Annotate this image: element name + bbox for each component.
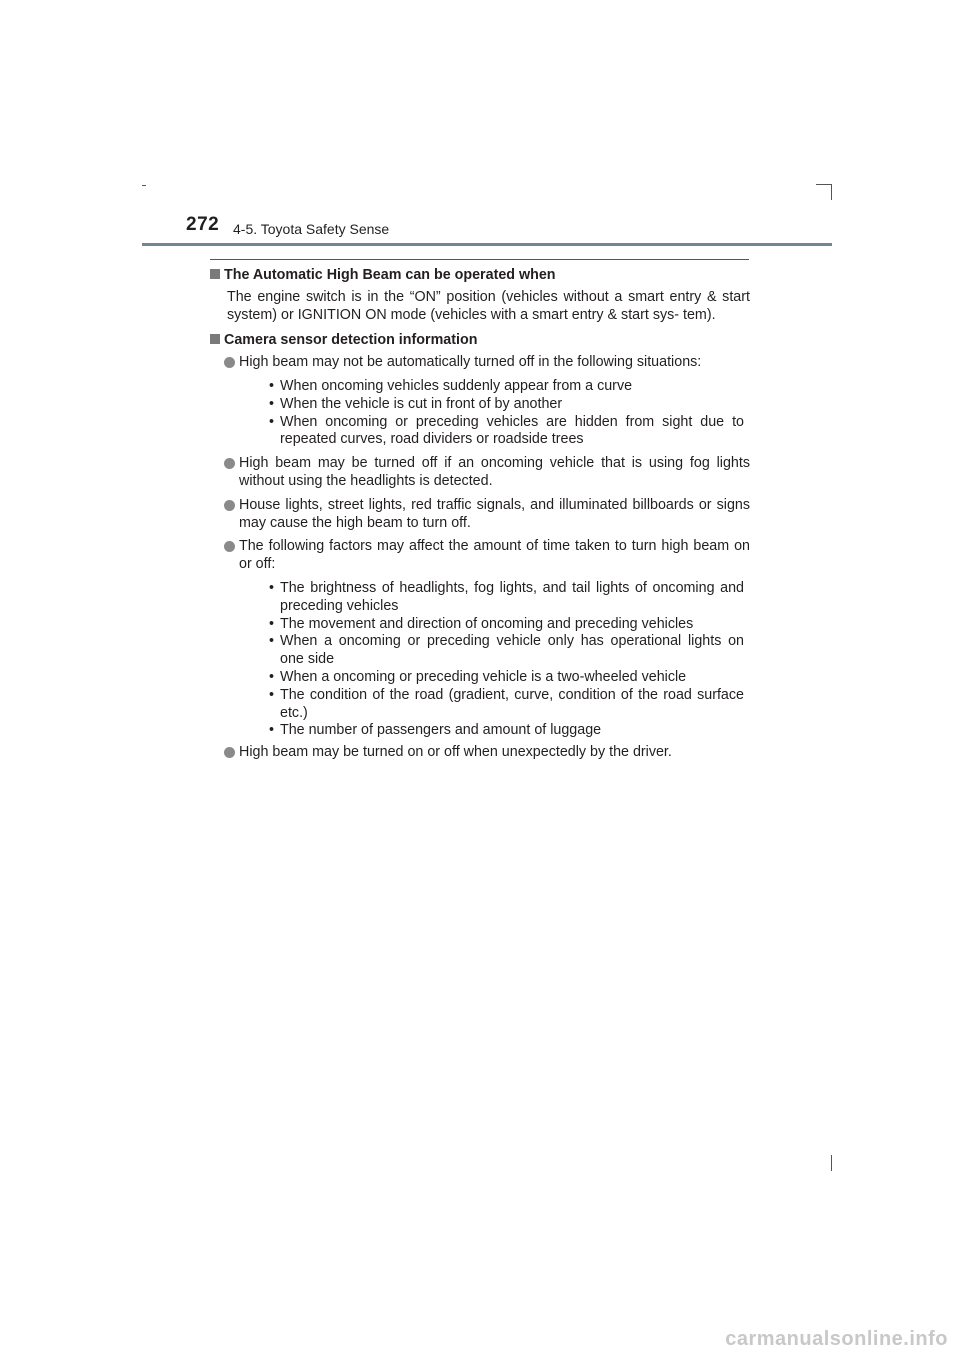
dot-bullet-icon: • bbox=[269, 615, 275, 632]
list-item bbox=[210, 538, 750, 742]
list-item bbox=[210, 744, 750, 762]
section-heading-text: Camera sensor detection information bbox=[224, 332, 478, 349]
sub-list-item: • The condition of the road (gradient, curve, condition of the road surface etc.) bbox=[269, 686, 744, 721]
circle-bullet-icon bbox=[224, 357, 235, 368]
list-item-text: House lights, street lights, red traffic signals, and illuminated billboards or signs may cause the high beam to turn off. bbox=[239, 496, 750, 531]
sub-list bbox=[239, 580, 750, 740]
circle-bullet-icon bbox=[224, 458, 235, 469]
crop-mark-top-right-v bbox=[831, 184, 832, 200]
sub-list-item: • The brightness of headlights, fog lights, and tail lights of oncoming and preceding vehicles bbox=[269, 579, 744, 614]
header-rule bbox=[142, 243, 832, 246]
dot-bullet-icon: • bbox=[269, 579, 275, 596]
sub-list-item: • When oncoming or preceding vehicles are hidden from sight due to repeated curves, road dividers or roadside trees bbox=[269, 413, 744, 448]
circle-bullet-icon bbox=[224, 500, 235, 511]
sub-list-item: • When oncoming vehicles suddenly appear from a curve bbox=[269, 377, 633, 394]
list-item-text: High beam may be turned on or off when unexpectedly by the driver. bbox=[239, 744, 672, 761]
section-heading bbox=[210, 267, 750, 285]
section-paragraph: The engine switch is in the “ON” position (vehicles without a smart entry & start system) or IGNITION ON mode (vehicles with a smart entry & start sys- tem). bbox=[227, 288, 750, 323]
list-item bbox=[210, 497, 750, 533]
list-item-text: High beam may not be automatically turned off in the following situations: bbox=[239, 354, 702, 371]
sub-list-item: • The movement and direction of oncoming and preceding vehicles bbox=[269, 615, 694, 632]
dot-bullet-icon: • bbox=[269, 395, 275, 412]
crop-mark-bottom-right-v bbox=[831, 1155, 832, 1171]
square-bullet-icon bbox=[210, 269, 220, 279]
section-heading bbox=[210, 332, 750, 350]
list-item bbox=[210, 354, 750, 451]
sub-list-item: • The number of passengers and amount of luggage bbox=[269, 722, 602, 739]
section-title: 4-5. Toyota Safety Sense bbox=[233, 221, 390, 237]
section-heading-text: The Automatic High Beam can be operated when bbox=[224, 267, 556, 283]
crop-mark-top-right-h bbox=[816, 184, 832, 185]
watermark: carmanualsonline.info bbox=[725, 1328, 948, 1350]
list-item-text: High beam may be turned off if an oncoming vehicle that is using fog lights without using the headlights is detected. bbox=[239, 455, 750, 489]
content-rule bbox=[210, 259, 749, 260]
crop-mark-top-left bbox=[142, 185, 146, 186]
dot-bullet-icon: • bbox=[269, 722, 275, 739]
circle-bullet-icon bbox=[224, 747, 235, 758]
square-bullet-icon bbox=[210, 334, 220, 344]
dot-bullet-icon: • bbox=[269, 668, 275, 685]
dot-bullet-icon: • bbox=[269, 413, 275, 430]
list-item bbox=[210, 455, 750, 491]
sub-list bbox=[239, 378, 750, 449]
dot-bullet-icon: • bbox=[269, 633, 275, 650]
page-content bbox=[210, 263, 750, 762]
circle-bullet-icon bbox=[224, 541, 235, 552]
dot-bullet-icon: • bbox=[269, 686, 275, 703]
dot-bullet-icon: • bbox=[269, 377, 275, 394]
sub-list-item: • When a oncoming or preceding vehicle only has operational lights on one side bbox=[269, 633, 744, 668]
page-number: 272 bbox=[186, 214, 220, 235]
list-item-text: The following factors may affect the amount of time taken to turn high beam on or off: bbox=[239, 538, 750, 573]
sub-list-item: • When the vehicle is cut in front of by another bbox=[269, 395, 563, 412]
sub-list-item: • When a oncoming or preceding vehicle is a two-wheeled vehicle bbox=[269, 668, 687, 685]
